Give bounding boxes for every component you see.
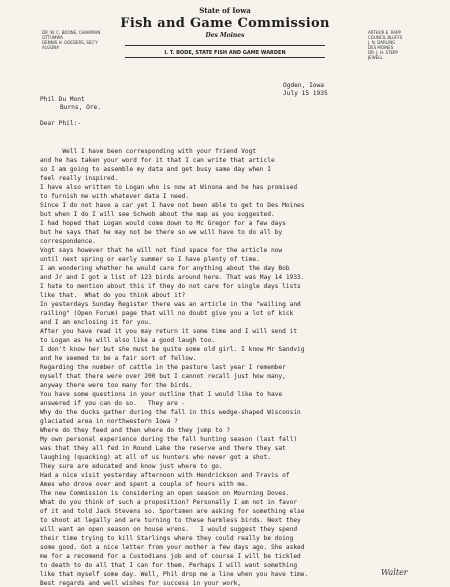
body-line: Had a nice visit yesterday afternoon with Hendrickson and Travis of (40, 472, 290, 479)
commission-members-left (42, 30, 100, 50)
body-line: Ames who drove over and spent a couple of hours with me. (40, 481, 249, 488)
body-line: anyway there were too many for the birds. (40, 382, 193, 389)
body-line: but when I do I will see Schwob about the map as you suggested. (40, 211, 275, 218)
body-line: and he has taken your word for it that I can write that article (40, 157, 275, 164)
member-line: ARTHUR E. RAPP (368, 30, 401, 35)
body-line: I have also written to Logan who is now at Winona and he has promised (40, 184, 298, 191)
member-line: J. N. DARLING (368, 40, 396, 45)
body-line: Why do the ducks gather during the fall in this wedge-shaped Wisconsin (40, 409, 301, 416)
body-line: and I am enclosing it for you. (40, 319, 152, 326)
body-line: to shoot at legally and are turning to these harmless birds. Next they (40, 517, 301, 524)
letterhead-rule-bottom (125, 57, 325, 58)
commission-members-right (368, 30, 402, 60)
body-line: to Logan as he will also like a good laugh too. (40, 337, 216, 344)
date-line: July 15 1935 (283, 90, 328, 97)
body-line: railing" (Open Forum) page that will no doubt give you a lot of kick (40, 310, 294, 317)
body-line: I don't know her but she must be quite some old girl. I know Mr Sandvig (40, 346, 305, 353)
signature: Walter (381, 568, 408, 577)
member-line: ALGONA (42, 45, 59, 50)
member-line: DES MOINES (368, 45, 394, 50)
body-line: Since I do not have a car yet I have not been able to get to Des Moines (40, 202, 305, 209)
letter-body (40, 147, 440, 587)
body-line: was that they all fed in Round Lake the reserve and there they sat (40, 445, 286, 452)
body-line: laughing (quacking) at all of us hunters who never got a shot. (40, 454, 271, 461)
body-line: until next spring or early summer so I have plenty of time. (40, 256, 260, 263)
body-line: like that. What do you think about it? (40, 292, 186, 299)
body-line: glaciated area in northwestern Iowa ? (40, 418, 178, 425)
member-line: JEWELL (368, 55, 383, 60)
body-line: answered if you can do so. They are - (40, 400, 186, 407)
body-line: to furnish me with whatever data I need. (40, 193, 190, 200)
recipient-city: Burns, Ore. (60, 104, 101, 111)
body-line: myself that there were over 200 but I cannot recall just how many, (40, 373, 286, 380)
body-line: I had hoped that Logan would come down to Mc Gregor for a few days (40, 220, 286, 227)
member-line: OTTUMWA (42, 35, 63, 40)
body-line: feel really inspired. (40, 175, 119, 182)
member-line: COUNCIL BLUFFS (368, 35, 403, 40)
recipient-name: Phil Du Mont (40, 96, 85, 103)
letterhead-rule-top (125, 45, 325, 46)
recipient-address (40, 96, 101, 112)
body-line: correspondence. (40, 238, 96, 245)
body-line: Well I have been corresponding with your friend Vogt (40, 148, 257, 155)
member-line: DR. J. H. STEPP (368, 50, 398, 55)
place-date (283, 82, 328, 98)
body-line: Best regards and well wishes for success in your work, (40, 580, 242, 587)
salutation: Dear Phil:- (40, 120, 81, 127)
body-line: will want an open season on house wrens. I would suggest they spend (40, 526, 298, 533)
letterhead-state: State of Iowa (199, 6, 251, 15)
letterhead-city: Des Moines (205, 32, 245, 39)
body-line: of it and told Jack Stevens so. Sportsmen are asking for something else (40, 508, 305, 515)
body-line: and Jr and I got a list of 123 birds around here. That was May 14 1933. (40, 274, 305, 281)
body-line: What do you think of such a proposition? Personally I am not in favor (40, 499, 298, 506)
body-line: Regarding the number of cattle in the pasture last year I remember (40, 364, 286, 371)
body-line: some good. Got a nice letter from your mother a few days ago. She asked (40, 544, 305, 551)
body-line: I am wondering whether he would care for anything about the day Bob (40, 265, 290, 272)
body-line: Where do they feed and then where do they jump to ? (40, 427, 230, 434)
body-line: The new Commission is considering an open season on Mourning Doves. (40, 490, 290, 497)
body-line: but he says that he may not be there so we will have to do all by (40, 229, 283, 236)
place-line: Ogden, Iowa (283, 82, 324, 89)
body-line: me for a recomend for a Custodians job and of course I will be tickled (40, 553, 301, 560)
body-line: and he seemed to be a fair sort of fellow. (40, 355, 197, 362)
letterhead-commission: Fish and Game Commission (120, 16, 330, 31)
body-line: I hate to mention about this if they do not care for single days lists (40, 283, 301, 290)
body-line: You have some questions in your outline that I would like to have (40, 391, 283, 398)
body-line: to death to do all that I can for them. Perhaps I will want something (40, 562, 298, 569)
body-line: They sure are educated and know just where to go. (40, 463, 223, 470)
body-line: so I am going to assemble my data and get busy same day when I (40, 166, 271, 173)
member-line: DR. W. C. BOONE, CHAIRMAN (42, 30, 101, 35)
body-line: After you have read it you may return it some time and I will send it (40, 328, 298, 335)
body-line: In yesterdays Sunday Register there was an article in the "wailing and (40, 301, 301, 308)
member-line: DENNIS H. GOEDERS, SEC'Y (42, 40, 98, 45)
body-line: their time trying to kill Starlings where they could really be doing (40, 535, 294, 542)
letterhead-warden: I. T. BODE, STATE FISH AND GAME WARDEN (164, 50, 286, 56)
body-line: Vogt says however that he will not find space for the article now (40, 247, 283, 254)
body-line: like that myself some day. Well, Phil drop me a line when you have time. (40, 571, 309, 578)
body-line: My own personal experience during the fall hunting season (last fall) (40, 436, 298, 443)
